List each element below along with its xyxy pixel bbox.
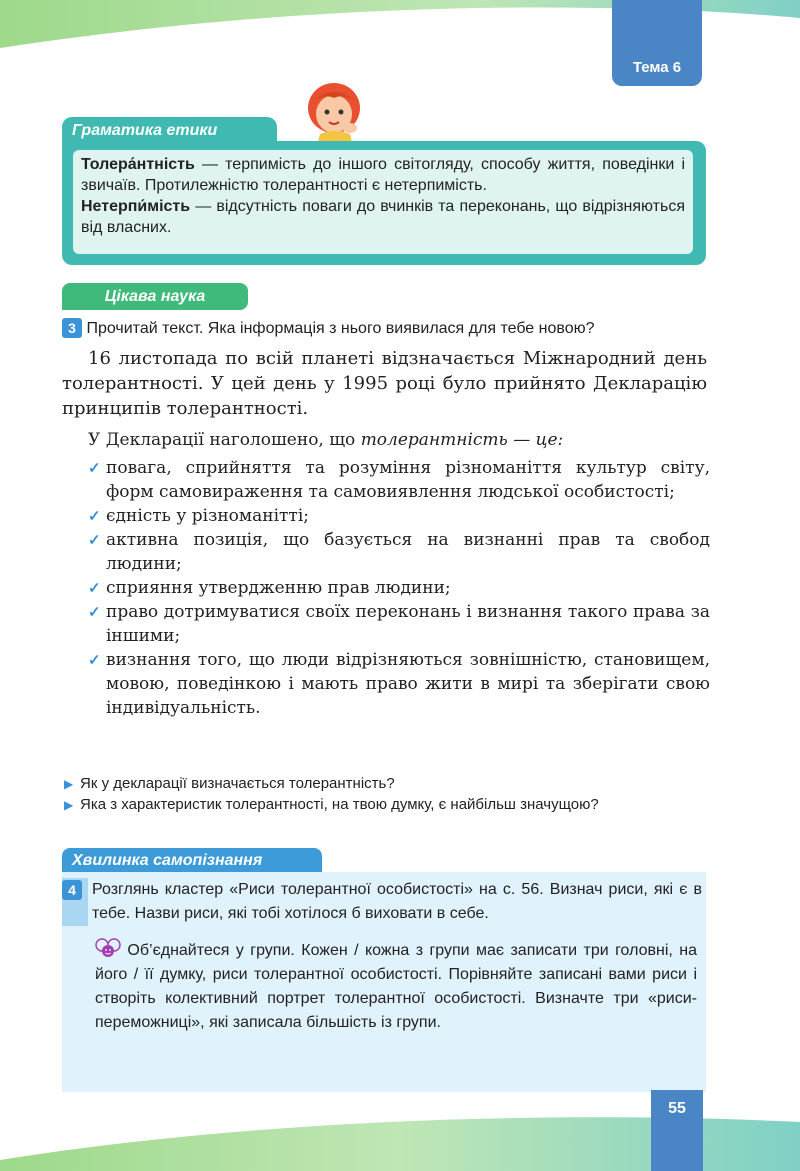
- definition-tolerance-text: — терпимість до іншого світогляду, способу життя, поведінки і звичаїв. Протилежністю толерантності є нетерпимість.: [81, 156, 685, 194]
- group-activity-text: Об’єднайтеся у групи. Кожен / кожна з групи має записати три головні, на його / її думку, риси толерантної особистості. Порівняйте записані вами риси і створіть колективний портрет толерантної особистості. Визначте три «риси-переможниці», які записала більшість із групи.: [95, 942, 697, 1031]
- triangle-bullet-icon: ▶: [64, 777, 74, 791]
- grammar-ethics-label: Граматика етики: [62, 117, 277, 144]
- list-item-text: визнання того, що люди відрізняються зовнішністю, становищем, мовою, поведінкою і мають право жити в мирі та зберігати свою індивідуальність.: [106, 650, 710, 718]
- checkmark-icon: ✓: [88, 507, 101, 525]
- checkmark-icon: ✓: [88, 459, 101, 477]
- list-item-text: сприяння утвердженню прав людини;: [106, 578, 451, 598]
- girl-illustration: [292, 78, 382, 150]
- self-knowledge-label: Хвилинка самопізнання: [62, 848, 322, 874]
- checkmark-icon: ✓: [88, 603, 101, 621]
- list-item: [88, 600, 710, 648]
- declaration-intro-italic: толерантність — це:: [360, 430, 564, 450]
- list-item: [88, 576, 710, 600]
- paragraph-text: 16 листопада по всій планеті відзначається Міжнародний день толерантності. У цей день у 1995 році було прийнято Декларацію принципів толерантності.: [62, 348, 707, 419]
- list-item-text: єдність у різноманітті;: [106, 506, 310, 526]
- group-faces-icon: [95, 938, 121, 958]
- list-item-text: право дотримуватися своїх переконань і визнання такого права за іншими;: [106, 602, 710, 646]
- task-3: [62, 318, 722, 340]
- term-tolerance: Толера́нтність: [81, 156, 195, 173]
- checkmark-icon: ✓: [88, 651, 101, 669]
- question-item: [62, 773, 732, 794]
- grammar-box: [73, 150, 693, 254]
- definition-tolerance: [81, 154, 685, 196]
- task-3-text: Прочитай текст. Яка інформація з нього виявилася для тебе новою?: [86, 320, 595, 337]
- definition-intolerance: [81, 196, 685, 238]
- list-item: [88, 528, 710, 576]
- checkmark-icon: ✓: [88, 531, 101, 549]
- list-item: [88, 456, 710, 504]
- list-item-text: активна позиція, що базується на визнанні прав та свобод людини;: [106, 530, 710, 574]
- task-number-badge: 4: [62, 880, 82, 900]
- page-number: 55: [651, 1090, 703, 1171]
- interesting-science-label: Цікава наука: [62, 283, 248, 310]
- list-item: [88, 504, 710, 528]
- tolerance-day-paragraph: [62, 346, 707, 421]
- checkmark-icon: ✓: [88, 579, 101, 597]
- list-item-text: повага, сприйняття та розуміння різноманіття культур світу, форм самовираження та самовиявлення людської особистості;: [106, 458, 710, 502]
- question-text: Яка з характеристик толерантності, на твою думку, є найбільш значущою?: [80, 796, 599, 813]
- task-4-text: Розглянь кластер «Риси толерантної особистості» на с. 56. Визнач риси, які є в тебе. Назви риси, які тобі хотілося б виховати в себе.: [92, 881, 702, 922]
- group-activity: [95, 938, 697, 1035]
- list-item: [88, 648, 710, 720]
- term-intolerance: Нетерпи́мість: [81, 198, 191, 215]
- question-item: [62, 794, 732, 815]
- questions-list: [62, 773, 732, 815]
- task-4: [62, 878, 702, 926]
- triangle-bullet-icon: ▶: [64, 798, 74, 812]
- task-number-badge: 3: [62, 318, 82, 338]
- declaration-intro-text: У Декларації наголошено, що: [88, 430, 361, 450]
- declaration-intro: [88, 428, 708, 453]
- declaration-list: [88, 456, 710, 720]
- topic-tab: Тема 6: [612, 0, 702, 86]
- question-text: Як у декларації визначається толерантність?: [80, 775, 395, 792]
- definition-intolerance-text: — відсутність поваги до вчинків та переконань, що відрізняються від власних.: [81, 198, 685, 236]
